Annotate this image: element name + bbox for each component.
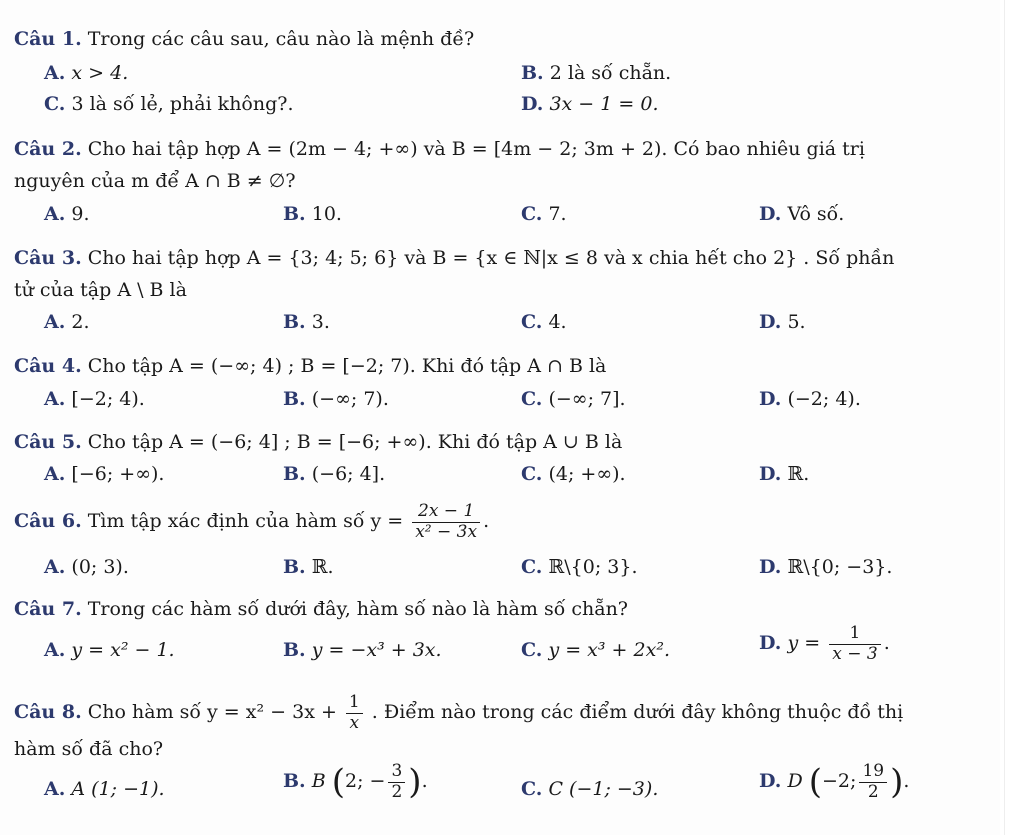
fraction-denominator: x² − 3x [415,521,478,542]
option-c[interactable] [521,463,626,485]
option-label: A. [44,203,66,225]
question-7 [14,598,628,620]
question-text: Cho hai tập hợp A = (2m − 4; +∞) và B = [4m − 2; 3m + 2). Có bao nhiêu giá trị [87,138,865,160]
option-b[interactable]: B. B (2; − $\frac{3}{2}$ ). [283,761,428,803]
option-text: [−6; +∞). [71,463,165,485]
option-label: B. [283,639,306,661]
option-d[interactable]: D. D (−2; $\frac{19}{2}$ ). [759,761,910,803]
option-text: y = −x³ + 3x. [311,639,442,661]
option-label: C. [521,639,543,661]
question-1 [14,28,474,50]
option-label: D. [759,388,782,410]
question-label: Câu 7. [14,598,82,620]
question-3 [14,247,894,269]
option-b[interactable] [283,388,389,410]
option-text: ℝ. [311,556,334,578]
question-text: Cho tập A = (−∞; 4) ; B = [−2; 7). Khi đó tập A ∩ B là [87,355,607,377]
option-c[interactable] [521,639,670,661]
option-text: 2 là số chẵn. [549,62,672,84]
option-label: B. [283,388,306,410]
option-label: C. [521,388,543,410]
option-label: A. [44,463,66,485]
left-paren: ( [808,762,823,803]
option-inner: 2; − [345,770,386,793]
option-d[interactable] [521,93,659,115]
question-label: Câu 1. [14,28,82,50]
right-paren: ) [890,762,904,803]
fraction-denominator: 2 [867,781,879,802]
fraction-denominator: x [349,712,360,733]
fraction [412,502,480,542]
fraction-numerator: 19 [859,762,887,783]
option-b[interactable] [283,311,330,333]
option-d[interactable] [759,203,844,225]
fraction [346,693,363,733]
option-label: D. [759,203,782,225]
option-inner: −2; [822,770,857,793]
question-text: Tìm tập xác định của hàm số y = [87,510,404,533]
fraction-numerator: 2x − 1 [412,502,480,523]
option-b[interactable] [283,639,442,661]
fraction [388,762,405,802]
fraction [829,624,880,664]
option-text: (−2; 4). [787,388,861,410]
option-text: 3x − 1 = 0. [549,93,659,115]
option-label: B. [283,463,306,485]
option-text: y = x³ + 2x². [548,639,670,661]
option-a[interactable] [44,556,129,578]
option-text: 10. [311,203,342,225]
right-margin [1004,0,1024,835]
option-text: (−∞; 7). [311,388,389,410]
option-text: A (1; −1). [71,778,165,800]
option-label: A. [44,778,66,800]
option-text: (−∞; 7]. [548,388,626,410]
option-label: A. [44,388,66,410]
question-6: Câu 6. Tìm tập xác định của hàm số y = $\frac{2x - 1}{\text{x² − 3x}}$ . [14,501,490,542]
question-text-cont: tử của tập A \ B là [14,279,187,301]
fraction-numerator: 1 [346,693,363,714]
question-label: Câu 5. [14,431,82,453]
option-text: (0; 3). [71,556,129,578]
option-label: A. [44,311,66,333]
option-text: [−2; 4). [71,388,145,410]
question-2 [14,138,865,160]
option-a[interactable] [44,388,145,410]
question-8 [14,693,903,733]
question-8-cont [14,738,163,760]
option-text: (4; +∞). [548,463,626,485]
fraction-numerator: 3 [388,762,405,783]
question-label: Câu 2. [14,138,82,160]
option-label: A. [44,62,66,84]
option-b[interactable] [283,556,334,578]
option-a[interactable] [44,463,164,485]
option-a[interactable] [44,203,90,225]
option-a[interactable] [44,639,175,661]
option-text: 3 là số lẻ, phải không?. [71,93,294,115]
option-c[interactable] [521,203,567,225]
option-label: D. [759,556,782,578]
option-b[interactable] [283,203,342,225]
question-3-cont [14,279,187,301]
question-text: Trong các hàm số dưới đây, hàm số nào là hàm số chẵn? [87,598,628,620]
option-label: D. [759,770,782,793]
question-text: Cho tập A = (−6; 4] ; B = [−6; +∞). Khi đó tập A ∪ B là [87,431,623,453]
option-text: Vô số. [787,203,845,225]
option-d[interactable] [759,556,892,578]
option-label: A. [44,639,66,661]
option-label: C. [521,556,543,578]
option-label: C. [44,93,66,115]
option-label: D. [759,463,782,485]
question-2-cont [14,170,296,192]
fraction-numerator: 1 [829,624,880,645]
option-label: C. [521,203,543,225]
option-d[interactable]: D. y = $\frac{1}{x - 3}$ . [759,623,890,664]
option-b[interactable] [283,463,385,485]
option-label: B. [283,556,306,578]
fraction-denominator: 2 [391,781,403,802]
option-label: B. [521,62,544,84]
option-d[interactable] [759,388,861,410]
option-c[interactable] [521,311,567,333]
option-text: ℝ. [787,463,810,485]
option-c[interactable] [44,93,294,115]
option-text: y = [787,632,821,655]
question-text-after: . Điểm nào trong các điểm dưới đây không thuộc đồ thị [371,701,904,724]
right-paren: ) [408,762,422,803]
question-text-cont: nguyên của m để A ∩ B ≠ ∅? [14,170,296,192]
option-a[interactable] [44,311,90,333]
question-label: Câu 4. [14,355,82,377]
option-a[interactable] [44,778,165,800]
option-label: B. [283,311,306,333]
option-label: A. [44,556,66,578]
question-label: Câu 8. [14,701,82,724]
option-b[interactable] [521,62,671,84]
question-5 [14,431,622,453]
option-c[interactable] [521,556,637,578]
option-c[interactable] [521,778,658,800]
option-label: D. [521,93,544,115]
option-text: 4. [548,311,567,333]
option-text: (−6; 4]. [311,463,386,485]
fraction-denominator: x − 3 [832,643,878,664]
option-text: x > 4. [71,62,129,84]
option-text: 7. [548,203,567,225]
option-text: 9. [71,203,90,225]
left-paren: ( [331,762,346,803]
option-text: D [787,770,803,793]
question-text-cont: hàm số đã cho? [14,738,164,760]
option-label: C. [521,463,543,485]
question-text: Cho hai tập hợp A = {3; 4; 5; 6} và B = {x ∈ ℕ|x ≤ 8 và x chia hết cho 2} . Số phần [87,247,895,269]
option-label: B. [283,203,306,225]
option-label: D. [759,311,782,333]
option-text: 5. [787,311,806,333]
question-4 [14,355,606,377]
option-text: ℝ\{0; 3}. [548,556,638,578]
option-text: B [311,770,326,793]
option-a[interactable] [44,62,128,84]
option-label: D. [759,632,782,655]
option-text: ℝ\{0; −3}. [787,556,893,578]
question-text: Trong các câu sau, câu nào là mệnh đề? [87,28,475,50]
question-label: Câu 3. [14,247,82,269]
option-text: y = x² − 1. [71,639,175,661]
option-d[interactable] [759,463,809,485]
option-label: C. [521,778,543,800]
option-d[interactable] [759,311,806,333]
option-label: B. [283,770,306,793]
option-text: 3. [311,311,330,333]
option-c[interactable] [521,388,626,410]
fraction [859,762,887,802]
question-label: Câu 6. [14,510,82,533]
option-label: C. [521,311,543,333]
question-text: Cho hàm số y = x² − 3x + [87,701,337,724]
option-text: C (−1; −3). [548,778,659,800]
option-text: 2. [71,311,90,333]
